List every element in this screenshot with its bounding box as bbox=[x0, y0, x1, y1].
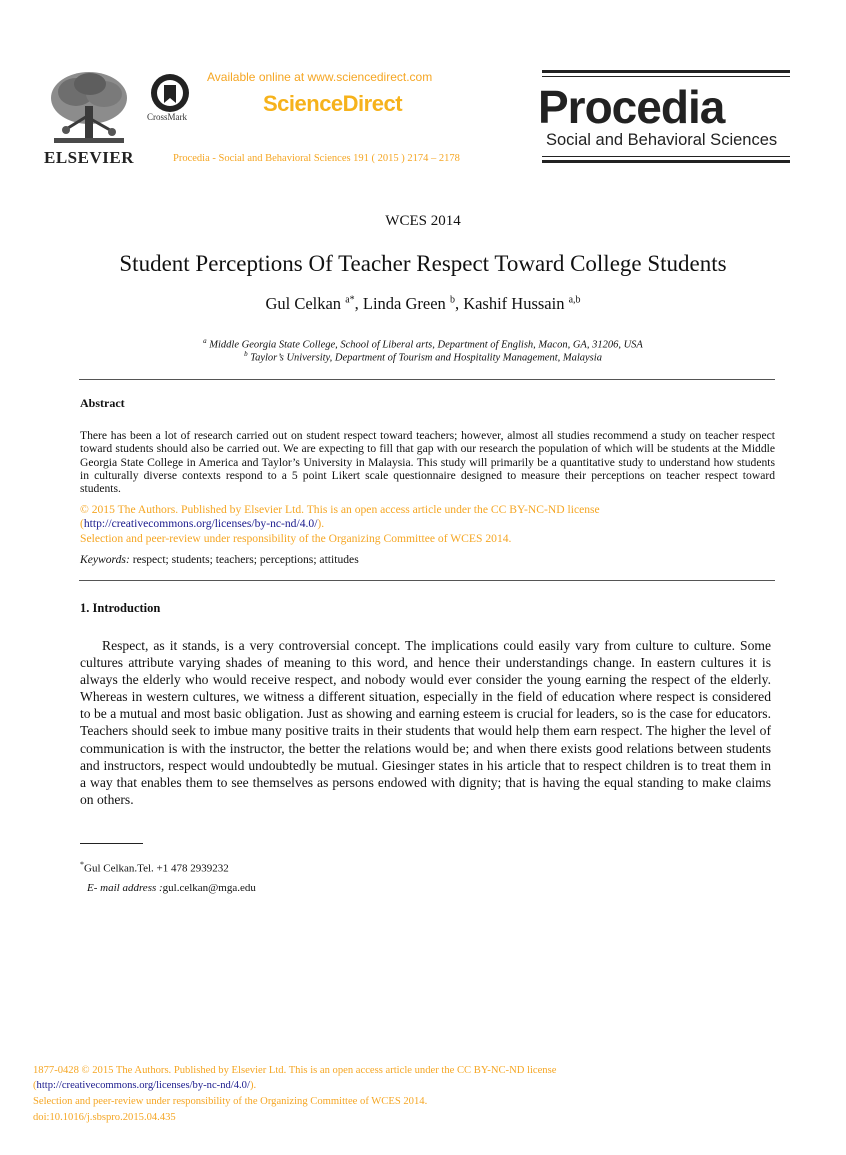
footnote-contact bbox=[80, 860, 229, 875]
affiliation-text: Middle Georgia State College, School of Liberal arts, Department of English, Macon, GA, 31206, USA bbox=[206, 339, 643, 351]
affiliation bbox=[0, 337, 846, 351]
sciencedirect-availability[interactable]: Available online at www.sciencedirect.com bbox=[207, 70, 433, 84]
journal-banner-rule bbox=[542, 70, 790, 73]
affiliation-mark: a bbox=[203, 337, 207, 345]
publisher-wordmark: ELSEVIER bbox=[44, 148, 134, 167]
author-affiliation-mark: a,b bbox=[568, 294, 581, 306]
keywords-label: Keywords: bbox=[80, 553, 130, 566]
section-body: Respect, as it stands, is a very controversial concept. The implications could easily vary from culture to culture. Some cultures attribute varying shades of meaning to this word, and hence their understandings change. In eastern cultures it is always the elderly who would receive respect, and nobody would ever consider the young earning the respect of the elderly. Whereas in western cultures, we witness a different situation, especially in the field of education where respect is considered to be a mutual and most basic obligation. Just as showing and earning esteem is crucial for leaders, so is the case for educators. Teachers should seek to imbue many positive traits in their students that would help them earn respect. The higher the level of communication is with the instructor, the better the relations would be; and when there exists good relations between students and instructors, respect would undoubtedly be mutual. Giesinger states in his article that to respect children is to treat them in a way that enables them to see themselves as persons endowed with dignity; that is having the equal standing to make claims on others. bbox=[80, 638, 771, 807]
footer-license-link-line bbox=[33, 1080, 256, 1091]
section-divider bbox=[79, 379, 775, 380]
crossmark-label: CrossMark bbox=[147, 112, 187, 122]
journal-citation: Procedia - Social and Behavioral Sciences 191 ( 2015 ) 2174 – 2178 bbox=[173, 153, 460, 164]
author-separator: , bbox=[454, 294, 464, 313]
section-heading: 1. Introduction bbox=[80, 601, 161, 615]
email-address[interactable]: gul.celkan@mga.edu bbox=[162, 882, 256, 894]
license-paren: ( bbox=[80, 517, 84, 530]
footnote-contact-text: Gul Celkan.Tel. +1 478 2939232 bbox=[84, 862, 229, 875]
license-statement: © 2015 The Authors. Published by Elsevier Ltd. This is an open access article under the CC BY-NC-ND license bbox=[80, 503, 600, 516]
license-link-line bbox=[80, 517, 324, 530]
author-name: Kashif Hussain bbox=[463, 294, 569, 313]
abstract-body: There has been a lot of research carried out on student respect toward teachers; however, almost all studies recommend a study on teacher respect toward students should also be carried out. We are expecting to fill that gap with our research the population of which will be students at the Middle Georgia State College in America and Taylor’s University in Malaysia. This study will primarily be a quantitative study to understand how students in culturally diverse contexts respond to a 5 point Likert scale questionnaire designed to measure their perceptions on teacher respect toward students. bbox=[80, 429, 775, 496]
peer-review-statement: Selection and peer-review under responsibility of the Organizing Committee of WCES 2014. bbox=[80, 532, 512, 545]
affiliation-text: Taylor’s University, Department of Tourism and Hospitality Management, Malaysia bbox=[247, 352, 602, 364]
affiliation bbox=[0, 350, 846, 364]
keywords-list: respect; students; teachers; perceptions; attitudes bbox=[129, 553, 359, 566]
author-affiliation-mark: b bbox=[449, 294, 455, 306]
sciencedirect-logo[interactable]: ScienceDirect bbox=[263, 91, 403, 116]
section-divider bbox=[79, 580, 775, 581]
footer-paren: ). bbox=[249, 1080, 257, 1091]
footnote-mark: * bbox=[80, 860, 84, 869]
footnote-rule bbox=[80, 843, 143, 844]
author-name: Gul Celkan bbox=[265, 294, 346, 313]
abstract-heading: Abstract bbox=[80, 396, 125, 410]
author-name: Linda Green bbox=[362, 294, 450, 313]
conference-name: WCES 2014 bbox=[385, 213, 461, 229]
journal-banner-rule bbox=[542, 76, 790, 77]
author-list bbox=[0, 294, 846, 314]
keywords bbox=[80, 553, 359, 566]
license-paren: ). bbox=[317, 517, 325, 530]
footer-issn: 1877-0428 © 2015 The Authors. Published by Elsevier Ltd. This is an open access article under the CC BY-NC-ND license bbox=[33, 1065, 557, 1076]
affiliation-mark: b bbox=[244, 350, 248, 358]
footer-peer-review: Selection and peer-review under responsibility of the Organizing Committee of WCES 2014. bbox=[33, 1096, 428, 1107]
journal-title: Procedia bbox=[538, 81, 725, 133]
crossmark-icon[interactable] bbox=[150, 73, 190, 113]
elsevier-tree-logo-icon bbox=[46, 70, 132, 148]
email-label: E- mail address : bbox=[87, 882, 163, 894]
journal-banner-rule bbox=[542, 160, 790, 163]
journal-banner-rule bbox=[542, 156, 790, 157]
journal-subtitle: Social and Behavioral Sciences bbox=[546, 131, 778, 149]
footer-license-link[interactable]: http://creativecommons.org/licenses/by-nc-nd/4.0/ bbox=[36, 1080, 250, 1091]
article-title: Student Perceptions Of Teacher Respect Toward College Students bbox=[119, 251, 727, 276]
footer-doi[interactable]: doi:10.1016/j.sbspro.2015.04.435 bbox=[33, 1112, 176, 1123]
author-separator: , bbox=[354, 294, 363, 313]
license-link[interactable]: http://creativecommons.org/licenses/by-nc-nd/4.0/ bbox=[83, 517, 318, 530]
author-affiliation-mark: a* bbox=[345, 294, 355, 306]
footnote-email bbox=[87, 882, 256, 894]
footer-paren: ( bbox=[33, 1080, 37, 1091]
